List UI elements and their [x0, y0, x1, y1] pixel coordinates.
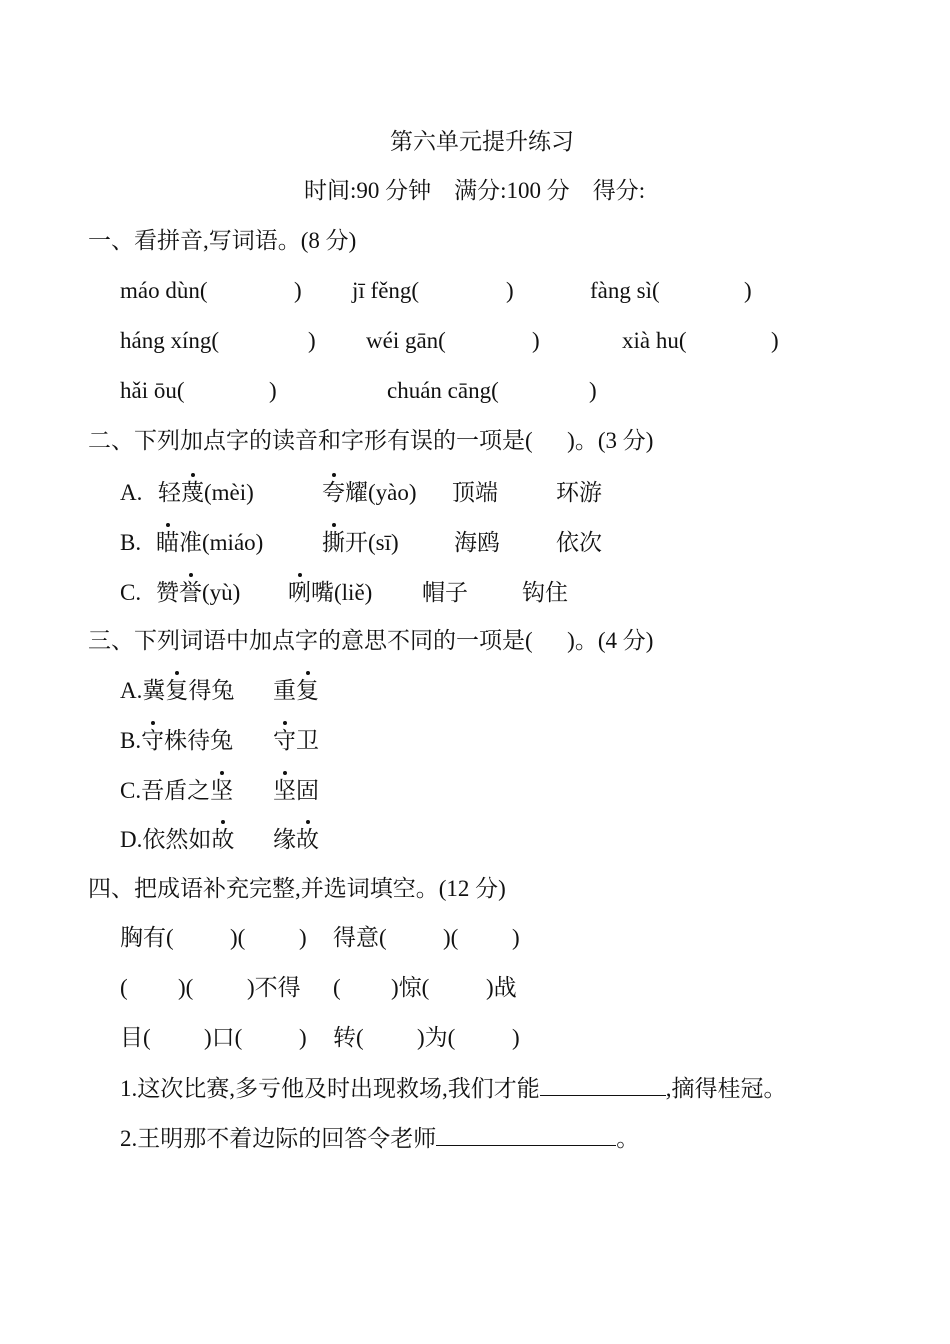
pinyin-item: hǎi ōu( [120, 378, 185, 403]
paren-close: ) [589, 378, 597, 403]
pinyin-item: xià hu( [622, 328, 687, 353]
idiom-blank: )( [443, 925, 459, 950]
option-d-word: 缘故 [273, 825, 319, 855]
full-score: 满分:100 分 [454, 178, 570, 203]
option-a: A.冀复得兔 [120, 676, 234, 706]
option-word: 夸耀(yào) [322, 478, 417, 508]
option-b: B.守株待兔 [120, 726, 233, 756]
idiom-blank: )( [178, 975, 194, 1000]
idiom-blank: )不得 [247, 975, 301, 1000]
idiom-blank: ( [333, 975, 341, 1000]
pinyin-item: háng xíng( [120, 328, 220, 353]
fill-blank[interactable] [540, 1073, 666, 1096]
paren-close: ) [744, 278, 752, 303]
pinyin-item: wéi gān( [366, 328, 446, 353]
paren-close: ) [294, 278, 302, 303]
page-title: 第六单元提升练习 [390, 129, 574, 154]
idiom-blank: ) [512, 925, 520, 950]
idiom-blank: )惊( [391, 975, 430, 1000]
option-word: 赞誉(yù) [156, 578, 240, 608]
score-label: 得分: [592, 178, 646, 203]
idiom-blank: ) [512, 1025, 520, 1050]
q4-heading: 四、把成语补充完整,并选词填空。(12 分) [88, 876, 506, 901]
sentence-1: 1.这次比赛,多亏他及时出现救场,我们才能 ,摘得桂冠。 [120, 1073, 787, 1104]
idiom-blank: 目( [120, 1025, 151, 1050]
paren-close: ) [771, 328, 779, 353]
idiom-blank: ( [120, 975, 128, 1000]
paren-close: ) [269, 378, 277, 403]
option-c: C.吾盾之坚 [120, 776, 233, 806]
option-label: B. [120, 530, 142, 555]
option-a-word: 重复 [273, 676, 319, 706]
option-word: 钩住 [522, 580, 568, 605]
pinyin-item: fàng sì( [590, 278, 660, 303]
idiom-blank: )战 [486, 975, 517, 1000]
option-word: 轻蔑(mèi) [158, 478, 254, 508]
option-label: C. [120, 580, 142, 605]
pinyin-item: máo dùn( [120, 278, 208, 303]
time-limit: 时间:90 分钟 [304, 178, 432, 203]
option-d: D.依然如故 [120, 825, 234, 855]
option-word: 帽子 [422, 580, 468, 605]
idiom-blank: )( [230, 925, 246, 950]
option-word: 依次 [556, 530, 602, 555]
idiom-blank: 转( [333, 1025, 364, 1050]
paren-close: ) [506, 278, 514, 303]
fill-blank[interactable] [436, 1123, 616, 1146]
idiom-blank: )口( [204, 1025, 243, 1050]
exam-meta [304, 176, 645, 206]
pinyin-item: chuán cāng( [387, 378, 499, 403]
q1-heading: 一、看拼音,写词语。(8 分) [88, 228, 357, 253]
idiom-blank: 胸有( [120, 925, 174, 950]
option-word: 瞄准(miáo) [156, 528, 263, 558]
option-c-word: 坚固 [273, 776, 319, 806]
q3-heading: 三、下列词语中加点字的意思不同的一项是( )。(4 分) [88, 628, 654, 653]
option-label: A. [120, 480, 143, 505]
option-word: 海鸥 [454, 530, 500, 555]
paren-close: ) [308, 328, 316, 353]
paren-close: ) [532, 328, 540, 353]
option-word: 撕开(sī) [322, 528, 399, 558]
idiom-blank: 得意( [333, 925, 387, 950]
option-word: 环游 [556, 480, 602, 505]
pinyin-item: jī fěng( [352, 278, 420, 303]
option-word: 咧嘴(liě) [288, 578, 372, 608]
idiom-blank: )为( [417, 1025, 456, 1050]
option-b-word: 守卫 [273, 726, 319, 756]
sentence-2: 2.王明那不着边际的回答令老师 。 [120, 1123, 639, 1154]
option-word: 顶端 [452, 480, 498, 505]
idiom-blank: ) [299, 925, 307, 950]
q2-heading: 二、下列加点字的读音和字形有误的一项是( )。(3 分) [88, 428, 654, 453]
idiom-blank: ) [299, 1025, 307, 1050]
